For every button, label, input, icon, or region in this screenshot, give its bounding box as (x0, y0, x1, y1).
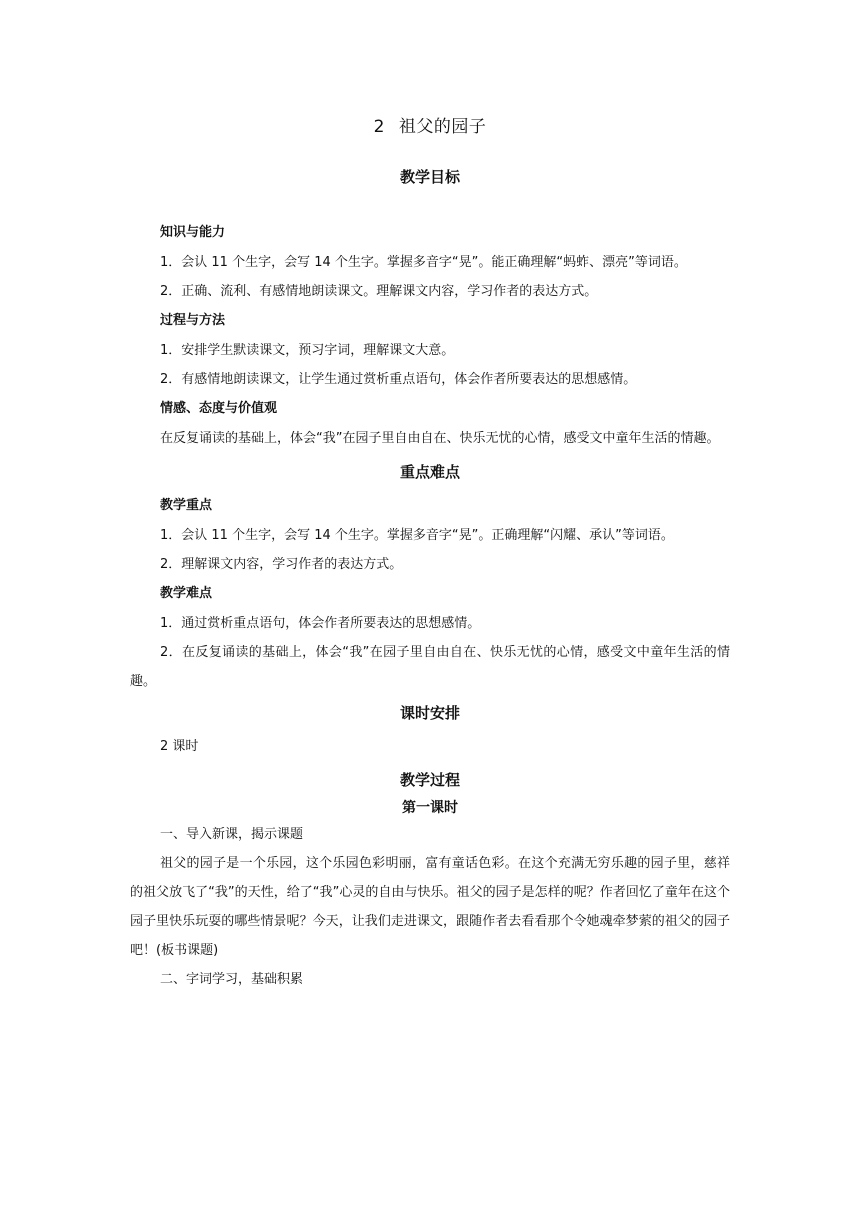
document-content (130, 112, 730, 994)
paragraph: 2．在反复诵读的基础上，体会“我”在园子里自由自在、快乐无忧的心情，感受文中童年生活的情趣。 (130, 645, 730, 689)
paragraph: 2．理解课文内容，学习作者的表达方式。 (160, 557, 403, 572)
paragraph: 2 课时 (160, 739, 199, 754)
subheading-knowledge: 知识与能力 (160, 225, 226, 240)
paragraph: 2．有感情地朗读课文，让学生通过赏析重点语句，体会作者所要表达的思想感情。 (160, 372, 637, 387)
title-number: 2 (373, 117, 385, 137)
title-text: 祖父的园子 (398, 117, 487, 137)
lesson-heading: 第一课时 (402, 800, 458, 816)
section-heading-teaching-process: 教学过程 (399, 771, 460, 789)
paragraph: 祖父的园子是一个乐园，这个乐园色彩明丽，富有童话色彩。在这个充满无穷乐趣的园子里，慈祥的祖父放飞了“我”的天性，给了“我”心灵的自由与快乐。祖父的园子是怎样的呢？作者回忆了童年在这个园子里快乐玩耍的哪些情景呢？今天，让我们走进课文，跟随作者去看看那个令她魂牵梦萦的祖父的园子吧！(板书课题) (130, 856, 730, 958)
paragraph: 一、导入新课，揭示课题 (160, 827, 304, 842)
subheading-focus: 教学重点 (160, 498, 213, 513)
paragraph: 1．安排学生默读课文，预习字词，理解课文大意。 (160, 343, 455, 358)
section-heading-schedule: 课时安排 (399, 704, 460, 722)
subheading-emotion: 情感、态度与价值观 (160, 401, 278, 416)
paragraph: 二、字词学习，基础积累 (160, 972, 304, 987)
section-heading-objectives: 教学目标 (399, 168, 460, 186)
section-heading-key-points: 重点难点 (399, 463, 460, 481)
subheading-difficulty: 教学难点 (160, 586, 213, 601)
paragraph: 2．正确、流利、有感情地朗读课文。理解课文内容，学习作者的表达方式。 (160, 284, 598, 299)
paragraph: 在反复诵读的基础上，体会“我”在园子里自由自在、快乐无忧的心情，感受文中童年生活的情趣。 (160, 431, 720, 446)
paragraph: 1．会认 11 个生字，会写 14 个生字。掌握多音字“晃”。正确理解“闪耀、承认”等词语。 (160, 528, 674, 543)
paragraph: 1．通过赏析重点语句，体会作者所要表达的思想感情。 (160, 616, 481, 631)
paragraph: 1．会认 11 个生字，会写 14 个生字。掌握多音字“晃”。能正确理解“蚂蚱、漂亮”等词语。 (160, 255, 687, 270)
document-title (130, 112, 730, 142)
subheading-process: 过程与方法 (160, 313, 226, 328)
